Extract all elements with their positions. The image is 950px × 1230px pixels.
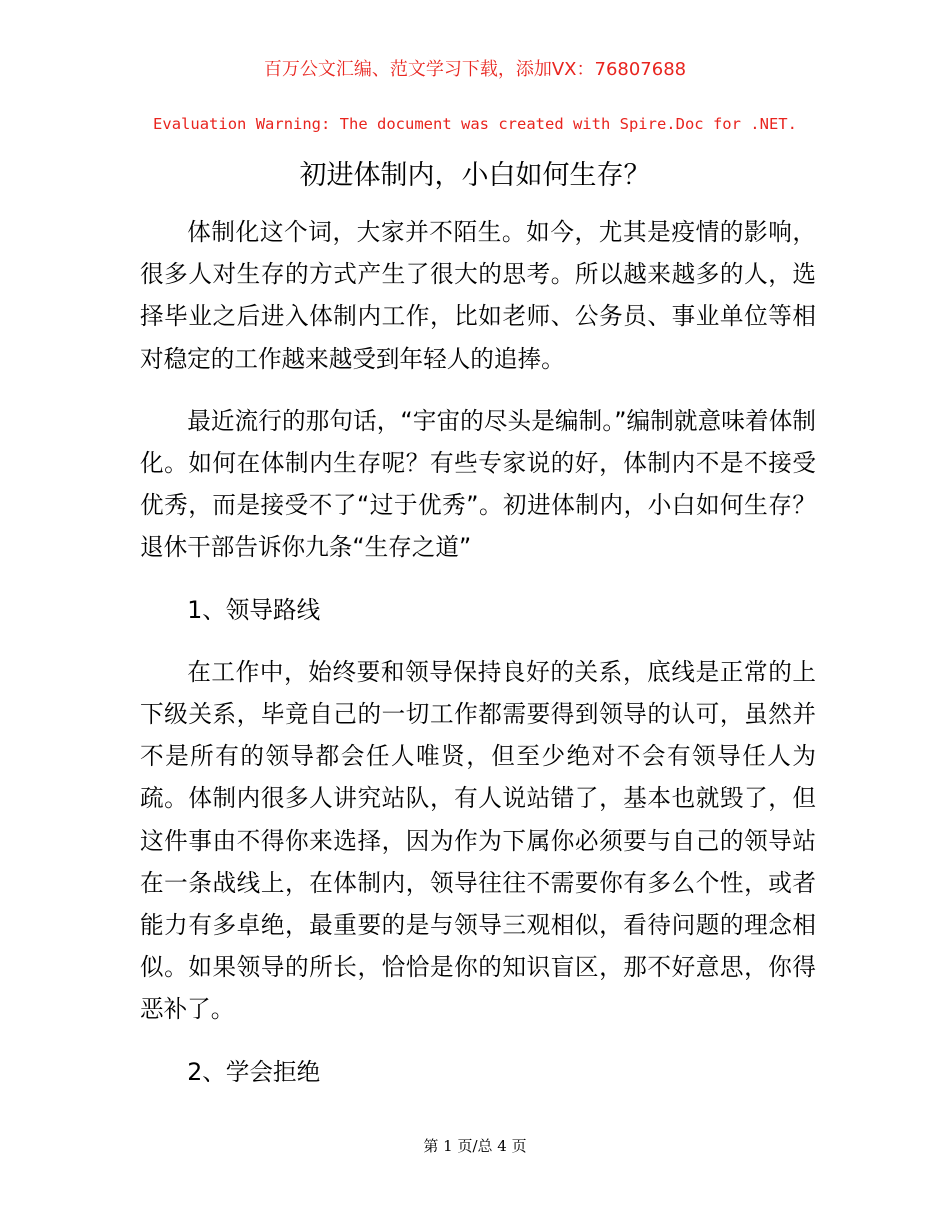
section-heading: 2、学会拒绝 xyxy=(187,1057,321,1086)
document-body xyxy=(140,211,816,1093)
page-footer: 第 1 页/总 4 页 xyxy=(423,1137,527,1155)
header-ad-text: 百万公文汇编、范文学习下载，添加VX：76807688 xyxy=(263,59,687,80)
paragraph: 在工作中，始终要和领导保持良好的关系，底线是正常的上下级关系，毕竟自己的一切工作都需要得到领导的认可，虽然并不是所有的领导都会任人唯贤，但至少绝对不会有领导任人为疏。体制内很多人讲究站队，有人说站错了，基本也就毁了，但这件事由不得你来选择，因为作为下属你必须要与自己的领导站在一条战线上，在体制内，领导往往不需要你有多么个性，或者能力有多卓绝，最重要的是与领导三观相似，看待问题的理念相似。如果领导的所长，恰恰是你的知识盲区，那不好意思，你得恶补了。 xyxy=(140,657,816,1024)
paragraph: 最近流行的那句话，“宇宙的尽头是编制。”编制就意味着体制化。如何在体制内生存呢？有些专家说的好，体制内不是不接受优秀，而是接受不了“过于优秀”。初进体制内，小白如何生存？退休干部告诉你九条“生存之道” xyxy=(140,406,816,562)
paragraph: 体制化这个词，大家并不陌生。如今，尤其是疫情的影响，很多人对生存的方式产生了很大的思考。所以越来越多的人，选择毕业之后进入体制内工作，比如老师、公务员、事业单位等相对稳定的工作越来越受到年轻人的追捧。 xyxy=(140,218,816,373)
section-heading: 1、领导路线 xyxy=(187,595,321,624)
document-title: 初进体制内，小白如何生存？ xyxy=(299,160,651,191)
evaluation-warning: Evaluation Warning: The document was created with Spire.Doc for .NET. xyxy=(153,115,797,133)
